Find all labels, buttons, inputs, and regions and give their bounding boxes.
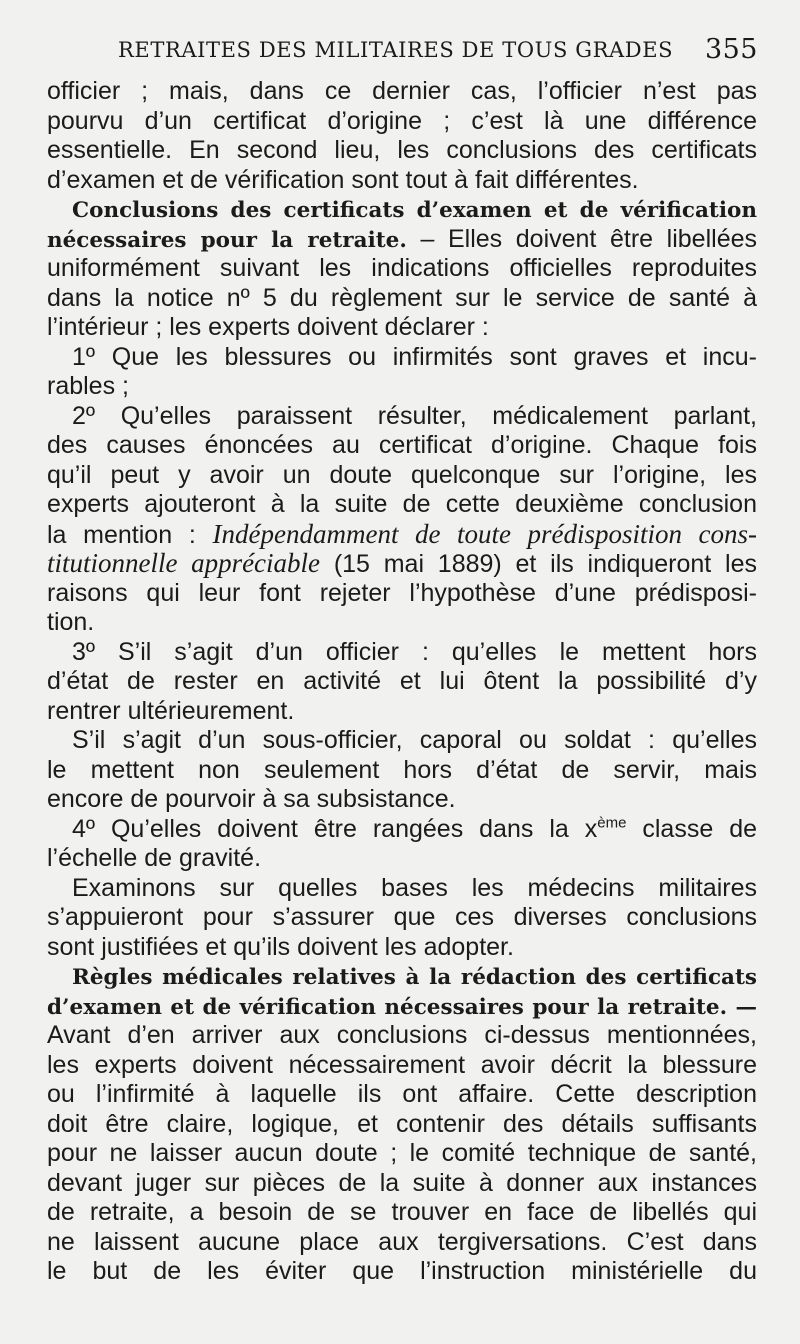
text-line: s’appuieront pour s’assurer que ces diverses conclusions bbox=[47, 903, 757, 931]
list-item-line bbox=[47, 815, 757, 845]
section-heading: nécessaires pour la retraite. bbox=[47, 227, 407, 253]
text-line: d’examen et de vérification sont tout à fait différentes. bbox=[47, 165, 639, 194]
text-line: raisons qui leur font rejeter l’hypothèse d’une prédisposi- bbox=[47, 578, 757, 607]
list-item-line: 2º Qu’elles paraissent résulter, médicalement parlant, bbox=[72, 401, 757, 430]
page-body bbox=[47, 77, 757, 1287]
text-line bbox=[47, 520, 757, 550]
text-line: pourvu d’un certificat d’origine ; c’est là une différence bbox=[47, 106, 757, 135]
section-heading: Conclusions des certificats d’examen et de vérification bbox=[72, 198, 757, 223]
text-line bbox=[47, 549, 757, 579]
text-line: l’échelle de gravité. bbox=[47, 844, 262, 872]
text-line: qu’il peut y avoir un doute quelconque sur l’origine, les bbox=[47, 460, 757, 489]
page-header bbox=[118, 34, 758, 74]
text-span: (15 mai 1889) et ils indiqueront les bbox=[320, 550, 757, 578]
text-line: l’intérieur ; les experts doivent déclarer : bbox=[47, 313, 489, 341]
text-line: le but de les éviter que l’instruction ministérielle du bbox=[47, 1257, 757, 1285]
section-heading: d’examen et de vérification nécessaires pour la retraite. — bbox=[47, 994, 757, 1020]
text-line: uniformément suivant les indications officielles reproduites bbox=[47, 254, 757, 282]
text-line: tion. bbox=[47, 608, 95, 636]
section-heading: Règles médicales relatives à la rédaction des certificats bbox=[72, 965, 757, 990]
text-line: ou l’infirmité à laquelle ils ont affaire. Cette description bbox=[47, 1080, 757, 1108]
text-span: la mention : bbox=[47, 520, 213, 549]
text-span: classe de bbox=[626, 814, 757, 843]
text-line: le mettent non seulement hors d’état de servir, mais bbox=[47, 755, 757, 784]
text-line: devant juger sur pièces de la suite à donner aux instances bbox=[47, 1168, 757, 1197]
text-line: les experts doivent nécessairement avoir décrit la blessure bbox=[47, 1050, 757, 1079]
text-line: ne laissent aucune place aux tergiversations. C’est dans bbox=[47, 1227, 757, 1256]
text-line bbox=[47, 225, 757, 255]
text-line: encore de pourvoir à sa subsistance. bbox=[47, 785, 456, 813]
text-span: 4º Qu’elles doivent être rangées dans la x bbox=[72, 814, 598, 843]
list-item-line: 3º S’il s’agit d’un officier : qu’elles le mettent hors bbox=[72, 637, 757, 666]
italic-mention: Indépendamment de toute prédisposition cons- bbox=[212, 518, 757, 549]
superscript: ème bbox=[597, 814, 627, 832]
text-line: d’état de rester en activité et lui ôtent la possibilité d’y bbox=[47, 667, 757, 695]
text-line: sont justifiées et qu’ils doivent les adopter. bbox=[47, 932, 514, 961]
text-line: doit être claire, logique, et contenir des détails suffisants bbox=[47, 1109, 757, 1138]
text-line: dans la notice nº 5 du règlement sur le service de santé à bbox=[47, 283, 757, 312]
list-item-line: 1º Que les blessures ou infirmités sont graves et incu- bbox=[72, 342, 757, 371]
page-number: 355 bbox=[704, 34, 758, 65]
text-line: rentrer ultérieurement. bbox=[47, 696, 295, 725]
text-line: Avant d’en arriver aux conclusions ci-dessus mentionnées, bbox=[47, 1021, 757, 1049]
text-line: experts ajouteront à la suite de cette deuxième conclusion bbox=[47, 490, 757, 518]
text-line: pour ne laisser aucun doute ; le comité technique de santé, bbox=[47, 1139, 757, 1167]
text-line: de retraite, a besoin de se trouver en face de libellés qui bbox=[47, 1198, 757, 1226]
section-heading-line bbox=[47, 992, 757, 1022]
italic-mention: titutionnelle appréciable bbox=[47, 548, 321, 578]
text-span: – Elles doivent être libellées bbox=[406, 224, 757, 253]
section-heading-line bbox=[47, 195, 757, 225]
text-line: Examinons sur quelles bases les médecins militaires bbox=[72, 873, 757, 902]
text-line: rables ; bbox=[47, 372, 129, 400]
text-line: officier ; mais, dans ce dernier cas, l’officier n’est pas bbox=[47, 77, 757, 105]
running-title: RETRAITES DES MILITAIRES DE TOUS GRADES bbox=[118, 38, 674, 62]
text-line: des causes énoncées au certificat d’origine. Chaque fois bbox=[47, 431, 757, 459]
text-line: essentielle. En second lieu, les conclusions des certificats bbox=[47, 136, 757, 164]
section-heading-line bbox=[47, 962, 757, 992]
text-line: S’il s’agit d’un sous-officier, caporal ou soldat : qu’elles bbox=[72, 726, 757, 754]
